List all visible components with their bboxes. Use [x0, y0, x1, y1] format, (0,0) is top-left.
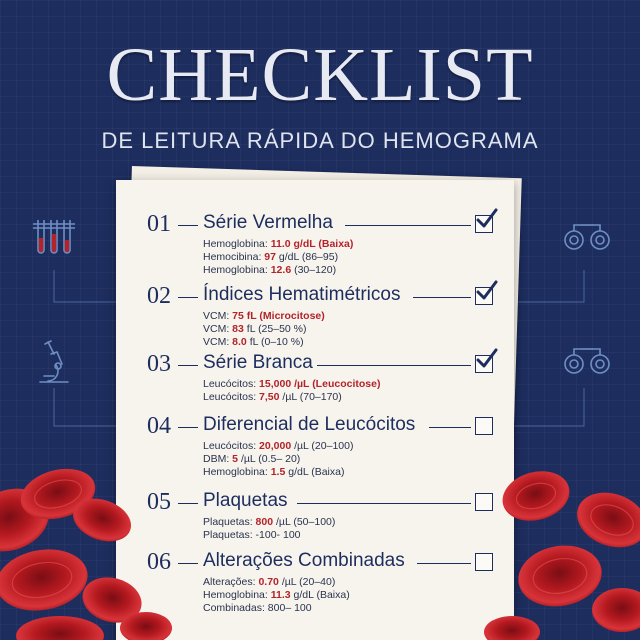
detail-line: Leucócitos: 7,50 /µL (70–170): [203, 391, 342, 403]
red-blood-cell-icon: [16, 616, 104, 640]
item-title: Índices Hematimétricos: [203, 284, 401, 305]
detail-line: VCM: 83 fL (25–50 %): [203, 323, 307, 335]
item-title: Série Vermelha: [203, 212, 333, 233]
red-blood-cell-icon: [484, 616, 540, 640]
red-blood-cell-icon: [0, 542, 93, 617]
red-blood-cell-icon: [513, 539, 606, 613]
item-number: 01: [147, 211, 171, 237]
detail-line: Leucócitos: 15,000 /µL (Leucocitose): [203, 378, 381, 390]
detail-line: VCM: 8.0 fL (0–10 %): [203, 336, 304, 348]
detail-line: Leucócitos: 20,000 /µL (20–100): [203, 440, 354, 452]
red-blood-cell-icon: [497, 464, 575, 528]
item-number: 06: [147, 549, 171, 575]
detail-line: DBM: 5 /µL (0.5– 20): [203, 453, 301, 465]
item-number: 05: [147, 489, 171, 515]
detail-line: VCM: 75 fL (Microcitose): [203, 310, 325, 322]
item-number: 04: [147, 413, 171, 439]
detail-line: Hemoglobina: 11.0 g/dL (Baixa): [203, 238, 354, 250]
page-subtitle: DE LEITURA RÁPIDA DO HEMOGRAMA: [101, 128, 539, 153]
detail-line: Hemoglobina: 12.6 (30–120): [203, 264, 337, 276]
detail-line: Combinadas: 800– 100: [203, 602, 312, 614]
item-title: Diferencial de Leucócitos: [203, 414, 416, 435]
detail-line: Plaquetas: 800 /µL (50–100): [203, 516, 336, 528]
page-title: CHECKLIST: [106, 33, 534, 117]
detail-line: Hemoglobina: 11.3 g/dL (Baixa): [203, 589, 350, 601]
detail-line: Plaquetas: -100- 100: [203, 529, 301, 541]
item-title: Plaquetas: [203, 490, 288, 511]
detail-line: Hemocibina: 97 g/dL (86–95): [203, 251, 339, 263]
red-blood-cell-icon: [569, 483, 640, 556]
detail-line: Alterações: 0.70 /µL (20–40): [203, 576, 336, 588]
item-title: Alterações Combinadas: [203, 550, 405, 571]
detail-line: Hemoglobina: 1.5 g/dL (Baixa): [203, 466, 345, 478]
red-blood-cell-icon: [592, 588, 640, 632]
item-title: Série Branca: [203, 352, 313, 373]
item-number: 02: [147, 283, 171, 309]
item-number: 03: [147, 351, 171, 377]
